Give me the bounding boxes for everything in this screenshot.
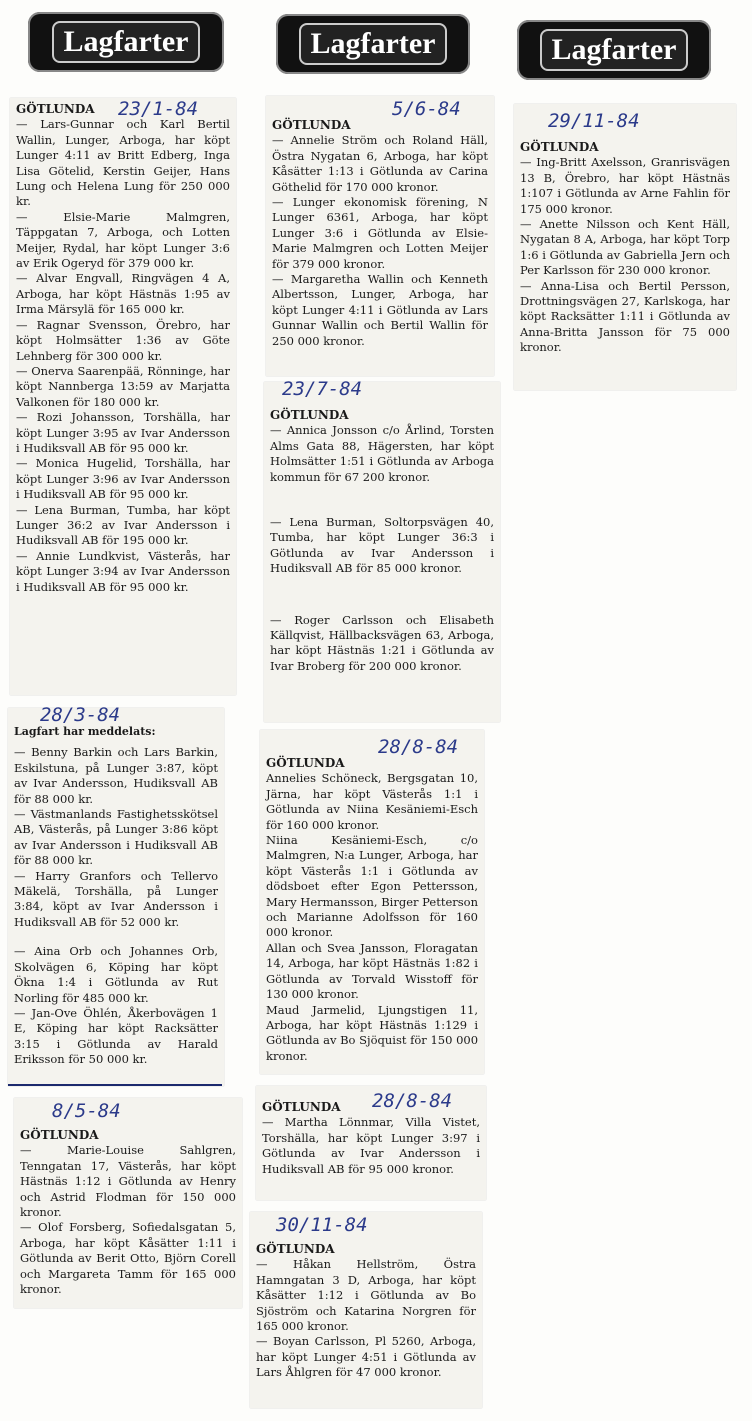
clip-entry: — Annelie Ström och Roland Häll, Östra Nygatan 6, Arboga, har köpt Kåsätter 1:13 i Götlunda av Carina Göthelid för 170 000 kronor. [272, 133, 488, 194]
clip-entry: Maud Jarmelid, Ljungstigen 11, Arboga, har köpt Hästnäs 1:129 i Götlunda av Bo Sjöquist för 150 000 kronor. [266, 1002, 479, 1063]
handwritten-date: 23/1-84 [118, 98, 199, 120]
clip-entry: Allan och Svea Jansson, Floragatan 14, Arboga, har köpt Hästnäs 1:82 i Götlunda av Torvald Wisstoff för 130 000 kronor. [266, 940, 478, 1002]
clip-entry: — Margaretha Wallin och Kenneth Albertsson, Lunger, Arboga, har köpt Lunger 4:11 i Götlunda av Lars Gunnar Wallin och Bertil Wallin för 250 000 kronor. [272, 272, 488, 348]
handwritten-date: 30/11-84 [276, 1214, 368, 1236]
handwritten-date: 29/11-84 [548, 110, 640, 132]
clip-entry: — Elsie-Marie Malmgren, Täppgatan 7, Arboga, och Lotten Meijer, Rydal, har köpt Lunger 3:6 av Erik Ogeryd för 379 000 kr. [16, 209, 230, 271]
clip-entry: — Aina Orb och Johannes Orb, Skolvägen 6, Köping har köpt Ökna 1:4 i Götlunda av Rut Norling för 485 000 kr. [14, 944, 218, 1005]
clip-entry: — Ing-Britt Axelsson, Granrisvägen 13 B, Örebro, har köpt Hästnäs 1:107 i Götlunda av Arne Fahlin för 175 000 kronor. [520, 155, 730, 216]
clipping-3 [14, 1098, 242, 1308]
clip-entry: — Olof Forsberg, Sofiedalsgatan 5, Arboga, har köpt Kåsätter 1:11 i Götlunda av Berit Otto, Björn Corell och Margareta Tamm för 165 000 kronor. [20, 1220, 236, 1297]
clip-entry: — Boyan Carlsson, Pl 5260, Arboga, har köpt Lunger 4:51 i Götlunda av Lars Åhlgren för 47 000 kronor. [256, 1334, 476, 1380]
clip-entry: — Harry Granfors och Tellervo Mäkelä, Torshälla, på Lunger 3:84, köpt av Ivar Andersson i Hudiksvall AB för 52 000 kr. [14, 868, 218, 929]
clip-entry: — Monica Hugelid, Torshälla, har köpt Lunger 3:96 av Ivar Andersson i Hudiksvall AB för 95 000 kr. [16, 456, 230, 502]
banner-lagfarter-1 [28, 12, 224, 72]
handwritten-date: 23/7-84 [282, 378, 363, 400]
clip-entry: — Martha Lönnmar, Villa Vistet, Torshälla, har köpt Lunger 3:97 i Götlunda av Ivar Andersson i Hudiksvall AB för 95 000 kronor. [262, 1115, 480, 1176]
banner-title: Lagfarter [52, 21, 201, 63]
clip-entry: — Roger Carlsson och Elisabeth Källqvist, Hällbacksvägen 63, Arboga, har köpt Hästnäs 1:21 i Götlunda av Ivar Broberg för 200 000 kronor. [270, 612, 494, 673]
clip-entry: Annelies Schöneck, Bergsgatan 10, Järna, har köpt Västerås 1:1 i Götlunda av Niina Kesäniemi-Esch för 160 000 kronor. [266, 771, 478, 832]
clip-entry: Niina Kesäniemi-Esch, c/o Malmgren, N:a Lunger, Arboga, har köpt Västerås 1:1 i Götlunda av dödsboet efter Egon Pettersson, Mary Hermansson, Birger Petterson och Marianne Adolfsson för 160 000 kronor. [266, 833, 478, 940]
clip-entry: — Onerva Saarenpää, Rönninge, har köpt Nannberga 13:59 av Marjatta Valkonen för 180 000 kr. [16, 363, 230, 409]
handwritten-date: 8/5-84 [52, 1100, 121, 1122]
clipping-4 [266, 96, 494, 376]
clip-heading: GÖTLUNDA [256, 1242, 335, 1256]
clip-heading: GÖTLUNDA [520, 140, 599, 154]
handwritten-date: 28/3-84 [40, 704, 121, 726]
handwritten-date: 5/6-84 [392, 98, 461, 120]
banner-title: Lagfarter [299, 23, 448, 65]
clip-entry: — Lena Burman, Soltorpsvägen 40, Tumba, har köpt Lunger 36:3 i Götlunda av Ivar Andersson i Hudiksvall AB för 85 000 kronor. [270, 515, 494, 576]
clipping-8 [250, 1212, 482, 1408]
clip-entry: — Benny Barkin och Lars Barkin, Eskilstuna, på Lunger 3:87, köpt av Ivar Andersson, Hudiksvall AB för 88 000 kr. [14, 745, 218, 806]
clip-entry: — Jan-Ove Öhlén, Åkerbovägen 1 E, Köping har köpt Racksätter 3:15 i Götlunda av Harald Eriksson för 50 000 kr. [14, 1005, 218, 1067]
clip-heading: GÖTLUNDA [16, 102, 95, 116]
clipping-5 [264, 382, 500, 722]
clip-entry: — Lars-Gunnar och Karl Bertil Wallin, Lunger, Arboga, har köpt Lunger 4:11 av Britt Edberg, Inga Lisa Götelid, Kerstin Geijer, Hans Lung och Helena Lung för 250 000 kr. [16, 117, 230, 209]
clip-heading: GÖTLUNDA [262, 1100, 341, 1114]
banner-title: Lagfarter [540, 29, 689, 71]
banner-lagfarter-2 [276, 14, 470, 74]
underline-stroke [8, 1084, 222, 1086]
clip-entry: — Alvar Engvall, Ringvägen 4 A, Arboga, har köpt Hästnäs 1:95 av Irma Märsylä för 165 000 kr. [16, 271, 230, 317]
clip-entry: — Marie-Louise Sahlgren, Tenngatan 17, Västerås, har köpt Hästnäs 1:12 i Götlunda av Henry och Astrid Flodman för 150 000 kronor. [20, 1143, 236, 1220]
clip-heading: Lagfart har meddelats: [14, 725, 156, 738]
clipping-1 [10, 98, 236, 695]
handwritten-date: 28/8-84 [378, 736, 459, 758]
clip-heading: GÖTLUNDA [270, 408, 349, 422]
clip-entry: — Annie Lundkvist, Västerås, har köpt Lunger 3:94 av Ivar Andersson i Hudiksvall AB för 95 000 kr. [16, 548, 230, 594]
clip-entry: — Anette Nilsson och Kent Häll, Nygatan 8 A, Arboga, har köpt Torp 1:6 i Götlunda av Gabriella Jern och Per Karlsson för 230 000 kronor. [520, 217, 730, 278]
clip-heading: GÖTLUNDA [266, 756, 345, 770]
clipping-9 [514, 104, 736, 390]
clip-entry: — Anna-Lisa och Bertil Persson, Drottningsvägen 27, Karlskoga, har köpt Racksätter 1:11 i Götlunda av Anna-Britta Jansson för 75 000 kronor. [520, 278, 730, 355]
clip-entry: — Lunger ekonomisk förening, N Lunger 6361, Arboga, har köpt Lunger 3:6 i Götlunda av Elsie-Marie Malmgren och Lotten Meijer för 379 000 kronor. [272, 195, 488, 271]
clip-heading: GÖTLUNDA [20, 1128, 99, 1142]
clipping-6 [260, 730, 484, 1074]
clip-heading: GÖTLUNDA [272, 118, 351, 132]
clip-entry: — Lena Burman, Tumba, har köpt Lunger 36:2 av Ivar Andersson i Hudiksvall AB för 195 000 kr. [16, 502, 230, 548]
banner-lagfarter-3 [517, 20, 711, 80]
clip-entry: — Ragnar Svensson, Örebro, har köpt Holmsätter 1:36 av Göte Lehnberg för 300 000 kr. [16, 317, 230, 363]
clip-entry: — Västmanlands Fastighetsskötsel AB, Västerås, på Lunger 3:86 köpt av Ivar Andersson i Hudiksvall AB för 88 000 kr. [14, 807, 218, 868]
handwritten-date: 28/8-84 [372, 1090, 453, 1112]
clip-entry: — Rozi Johansson, Torshälla, har köpt Lunger 3:95 av Ivar Andersson i Hudiksvall AB för 95 000 kr. [16, 410, 230, 455]
clipping-2 [8, 708, 224, 1086]
clip-entry: — Annica Jonsson c/o Årlind, Torsten Alms Gata 88, Hägersten, har köpt Holmsätter 1:51 i Götlunda av Arboga kommun för 67 200 kronor. [270, 423, 494, 484]
clip-entry: — Håkan Hellström, Östra Hamngatan 3 D, Arboga, har köpt Kåsätter 1:12 i Götlunda av Bo Sjöström och Katarina Norgren för 165 000 kronor. [256, 1257, 476, 1334]
